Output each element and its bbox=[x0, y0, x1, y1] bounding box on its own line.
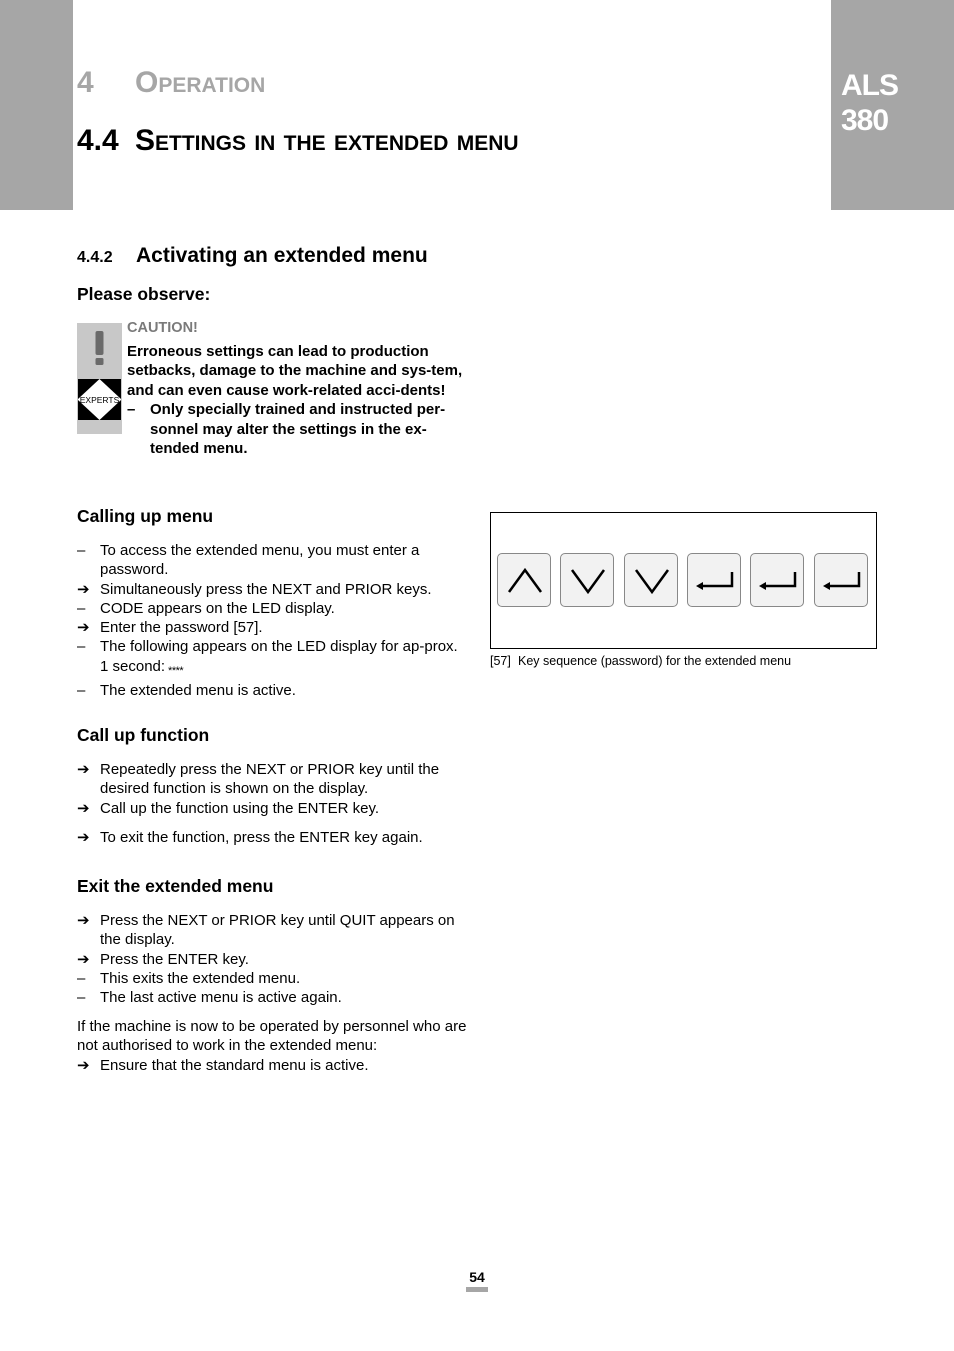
list-item bbox=[77, 1056, 467, 1075]
key-sequence-figure bbox=[490, 512, 877, 649]
list-item bbox=[77, 637, 467, 681]
list-item-text: Press the NEXT or PRIOR key until QUIT appears on the display. bbox=[100, 912, 455, 949]
header-band-left bbox=[0, 0, 73, 210]
callfunc-list bbox=[77, 760, 467, 847]
exitmenu-final-list bbox=[77, 1056, 467, 1075]
list-marker: – bbox=[77, 989, 86, 1007]
caution-block bbox=[127, 319, 472, 459]
list-marker: – bbox=[77, 638, 86, 656]
list-item bbox=[77, 911, 467, 950]
list-marker: – bbox=[77, 599, 86, 617]
led-stars: **** bbox=[168, 664, 184, 677]
exitmenu-paragraph: If the machine is now to be operated by personnel who are not authorised to work in the extended menu: bbox=[77, 1018, 467, 1055]
list-item bbox=[77, 988, 467, 1007]
up-key-icon bbox=[497, 553, 551, 607]
section-heading bbox=[77, 124, 519, 158]
list-item-text: CODE appears on the LED display. bbox=[100, 599, 335, 617]
chapter-heading bbox=[77, 66, 265, 100]
caption-text: Key sequence (password) for the extended menu bbox=[518, 654, 792, 668]
figure-caption bbox=[490, 654, 791, 668]
enter-key-icon bbox=[814, 553, 868, 607]
observe-heading: Please observe: bbox=[77, 284, 211, 304]
caption-number: [57] bbox=[490, 654, 511, 668]
list-item-text: Simultaneously press the NEXT and PRIOR keys. bbox=[100, 580, 432, 598]
subsection-number: 4.4.2 bbox=[77, 249, 113, 266]
exitmenu-list bbox=[77, 911, 467, 1007]
page-number: 54 bbox=[469, 1269, 485, 1285]
dash-marker: – bbox=[127, 401, 136, 418]
list-item bbox=[77, 950, 467, 969]
product-line-1: ALS bbox=[841, 69, 898, 102]
product-name bbox=[841, 68, 898, 138]
list-item-text: To exit the function, press the ENTER key again. bbox=[100, 828, 423, 846]
list-marker: ➔ bbox=[77, 1057, 90, 1074]
caution-experts-icon bbox=[77, 323, 122, 434]
list-item bbox=[77, 760, 467, 799]
calling-heading: Calling up menu bbox=[77, 506, 214, 526]
list-marker: ➔ bbox=[77, 761, 90, 778]
exitmenu-heading: Exit the extended menu bbox=[77, 876, 274, 896]
list-marker: ➔ bbox=[77, 580, 90, 598]
list-item-text: This exits the extended menu. bbox=[100, 969, 301, 987]
list-marker: – bbox=[77, 969, 86, 987]
list-item-text: The last active menu is active again. bbox=[100, 989, 342, 1007]
section-title: Settings in the extended menu bbox=[135, 124, 519, 157]
warning-exclamation-icon bbox=[77, 323, 122, 434]
list-item-text: Press the ENTER key. bbox=[100, 950, 249, 968]
list-item bbox=[77, 599, 467, 618]
list-marker: ➔ bbox=[77, 950, 90, 968]
chapter-title: Operation bbox=[135, 66, 266, 99]
list-item bbox=[77, 828, 467, 847]
product-line-2: 380 bbox=[841, 104, 889, 137]
list-gap bbox=[77, 818, 467, 828]
subsection-title: Activating an extended menu bbox=[136, 244, 428, 267]
caution-label: CAUTION! bbox=[127, 320, 198, 336]
list-item-text: To access the extended menu, you must enter a password. bbox=[100, 542, 420, 579]
list-marker: ➔ bbox=[77, 828, 90, 846]
list-marker: – bbox=[77, 542, 86, 559]
experts-label: EXPERTS bbox=[79, 395, 120, 405]
list-marker: ➔ bbox=[77, 619, 90, 637]
list-item-text: Ensure that the standard menu is active. bbox=[100, 1057, 369, 1074]
down-key-icon bbox=[624, 553, 678, 607]
list-item bbox=[77, 969, 467, 988]
caution-item bbox=[127, 400, 472, 459]
list-item bbox=[77, 618, 467, 637]
list-item-text: The extended menu is active. bbox=[100, 682, 296, 700]
list-item bbox=[77, 681, 467, 700]
caution-item-text: Only specially trained and instructed per-sonnel may alter the settings in the ex-tended menu. bbox=[150, 401, 446, 457]
caution-text: Erroneous settings can lead to production setbacks, damage to the machine and sys-tem, and can even cause work-related acci-dents! bbox=[127, 342, 463, 399]
enter-key-icon bbox=[750, 553, 804, 607]
list-marker: ➔ bbox=[77, 912, 90, 929]
list-item-text: Call up the function using the ENTER key. bbox=[100, 799, 380, 817]
callfunc-heading: Call up function bbox=[77, 725, 210, 745]
list-item bbox=[77, 580, 467, 599]
list-item bbox=[77, 799, 467, 818]
list-item-text: Enter the password [57]. bbox=[100, 619, 263, 637]
section-number: 4.4 bbox=[77, 124, 119, 157]
list-marker: ➔ bbox=[77, 799, 90, 817]
list-item bbox=[77, 541, 467, 580]
calling-list bbox=[77, 541, 467, 700]
page-number-bar bbox=[466, 1287, 488, 1292]
list-marker: – bbox=[77, 682, 86, 700]
down-key-icon bbox=[560, 553, 614, 607]
list-item-text: The following appears on the LED display for ap-prox. 1 second: bbox=[100, 638, 458, 675]
enter-key-icon bbox=[687, 553, 741, 607]
list-item-text: Repeatedly press the NEXT or PRIOR key until the desired function is shown on the display. bbox=[100, 761, 440, 798]
subsection-heading bbox=[77, 244, 428, 268]
chapter-number: 4 bbox=[77, 66, 94, 99]
